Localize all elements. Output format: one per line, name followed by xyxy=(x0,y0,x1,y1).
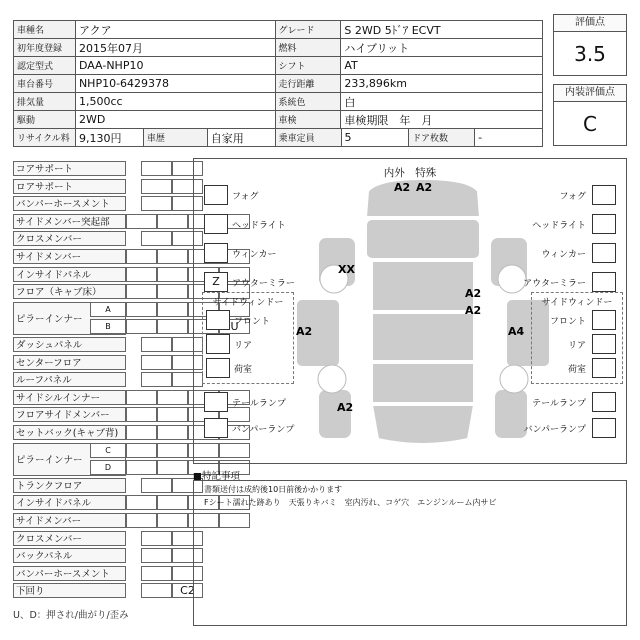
inspection-checkbox xyxy=(204,214,228,234)
frame-row-label: サイドメンバー xyxy=(13,513,126,528)
info-row xyxy=(14,57,543,75)
frame-cell xyxy=(126,390,157,405)
info-value: ハイブリット xyxy=(341,39,543,57)
inspection-item-label: ウィンカー xyxy=(541,250,586,260)
inspection-item-label: ヘッドライト xyxy=(232,221,286,231)
inspection-item-label: アウターミラー xyxy=(523,279,586,289)
notes-box xyxy=(193,480,627,626)
damage-right-1: A2 xyxy=(465,287,482,300)
info-value: 車検期限 年 月 xyxy=(341,111,543,129)
frame-row-label: ピラーインナー xyxy=(13,443,126,476)
notes-title: ■特記事項 xyxy=(193,471,240,482)
interior-rating-value: C xyxy=(583,112,597,136)
vehicle-info-table xyxy=(13,20,543,129)
inspection-checkbox xyxy=(206,310,230,330)
info-label: 排気量 xyxy=(14,93,76,111)
frame-row-label: サイドメンバー xyxy=(13,249,126,264)
damage-right-2: A2 xyxy=(465,304,482,317)
frame-cell xyxy=(157,319,188,334)
frame-cell: C2 xyxy=(172,583,203,598)
frame-cell xyxy=(141,161,172,176)
frame-row-label: ピラーインナー xyxy=(13,302,126,335)
info-label: 車検 xyxy=(275,111,341,129)
inspection-item-label: ヘッドライト xyxy=(532,221,586,231)
frame-cell xyxy=(141,566,172,581)
frame-cell xyxy=(126,249,157,264)
inspection-checkbox xyxy=(206,358,230,378)
inspection-item-label: 荷室 xyxy=(567,365,586,375)
frame-row-label: バンパーホースメント xyxy=(13,566,126,581)
inspection-checkbox xyxy=(592,392,616,412)
frame-cell xyxy=(126,302,157,317)
frame-row-label: ロアサポート xyxy=(13,179,126,194)
recycle-fee-value: 9,130円 xyxy=(75,129,143,147)
damage-rear-door-right: A4 xyxy=(508,325,525,338)
capacity-label: 乗車定員 xyxy=(275,129,341,147)
frame-row-label: フロア（キャブ床） xyxy=(13,284,126,299)
inspection-checkbox xyxy=(206,334,230,354)
inspection-checkbox xyxy=(204,392,228,412)
rating-box xyxy=(553,14,627,76)
inspection-item-label: リア xyxy=(567,341,586,351)
info-row xyxy=(14,21,543,39)
info-row xyxy=(14,93,543,111)
inspection-item-label: テールランプ xyxy=(532,399,586,409)
inspection-checkbox xyxy=(204,243,228,263)
info-value: 1,500cc xyxy=(75,93,275,111)
notes-line-1: 書類送付は成約後10日前後かかります xyxy=(204,485,343,494)
inspection-item-label: フロント xyxy=(549,317,586,327)
inspection-checkbox xyxy=(592,214,616,234)
frame-cell xyxy=(141,337,172,352)
inspection-item-label: フォグ xyxy=(232,192,259,202)
frame-cell xyxy=(157,249,188,264)
frame-cell xyxy=(157,443,188,458)
info-value: 2WD xyxy=(75,111,275,129)
info-label: 認定型式 xyxy=(14,57,76,75)
info-value: NHP10-6429378 xyxy=(75,75,275,93)
frame-cell xyxy=(157,267,188,282)
frame-cell xyxy=(157,495,188,510)
info-row xyxy=(14,39,543,57)
frame-cell xyxy=(126,425,157,440)
pillar-sub-label: C xyxy=(90,443,126,458)
info-value: 白 xyxy=(341,93,543,111)
interior-rating-label: 内装評価点 xyxy=(554,85,626,102)
frame-cell xyxy=(157,302,188,317)
frame-row-label: セットバック(キャブ背) xyxy=(13,425,126,440)
frame-row-label: インサイドパネル xyxy=(13,495,126,510)
doors-label: ドア枚数 xyxy=(409,129,475,147)
history-value: 自家用 xyxy=(207,129,275,147)
info-label: 駆動 xyxy=(14,111,76,129)
frame-cell: U xyxy=(219,319,250,334)
inspection-checkbox xyxy=(592,243,616,263)
inspection-item-label: ウィンカー xyxy=(232,250,277,260)
inspection-item-label: バンパーランプ xyxy=(232,425,295,435)
frame-row-label: サイドメンバー突起部 xyxy=(13,214,126,229)
frame-cell xyxy=(126,407,157,422)
inspection-item-label: フォグ xyxy=(559,192,586,202)
inspection-item-label: バンパーランプ xyxy=(523,425,586,435)
info-label: 初年度登録 xyxy=(14,39,76,57)
diagram-title: 内外 特殊 xyxy=(383,167,437,179)
info-row xyxy=(14,75,543,93)
side-window-left-title: サイドウィンドー xyxy=(212,298,284,308)
inspection-item-label: アウターミラー xyxy=(232,279,295,289)
frame-cell xyxy=(141,478,172,493)
capacity-value: 5 xyxy=(341,129,409,147)
inspection-checkbox: Z xyxy=(204,272,228,292)
info-label: 走行距離 xyxy=(275,75,341,93)
info-label: シフト xyxy=(275,57,341,75)
frame-row-label: バンパーホースメント xyxy=(13,196,126,211)
frame-cell xyxy=(141,548,172,563)
side-window-right-title: サイドウィンドー xyxy=(541,298,613,308)
frame-row-label: クロスメンバー xyxy=(13,231,126,246)
car-diagram-panel xyxy=(193,158,627,464)
doors-value: - xyxy=(475,129,543,147)
damage-rear-left: A2 xyxy=(337,401,354,414)
frame-row-label: クロスメンバー xyxy=(13,531,126,546)
frame-cell xyxy=(157,284,188,299)
frame-row-label: サイドシルインナー xyxy=(13,390,126,405)
frame-row-label: センターフロア xyxy=(13,355,126,370)
inspection-checkbox xyxy=(204,418,228,438)
info-label: 車種名 xyxy=(14,21,76,39)
inspection-checkbox xyxy=(592,310,616,330)
inspection-checkbox xyxy=(592,185,616,205)
frame-cell xyxy=(141,179,172,194)
frame-row-label: トランクフロア xyxy=(13,478,126,493)
notes-line-2: Fシート濡れた跡あり 天張りキバミ 室内汚れ、コゲ穴 エンジンルーム内サビ xyxy=(204,498,497,507)
frame-row-label: コアサポート xyxy=(13,161,126,176)
frame-cell xyxy=(157,390,188,405)
frame-cell xyxy=(126,460,157,475)
info-value: DAA-NHP10 xyxy=(75,57,275,75)
frame-row-label: ダッシュパネル xyxy=(13,337,126,352)
info-label: 車台番号 xyxy=(14,75,76,93)
frame-cell xyxy=(157,513,188,528)
frame-cell xyxy=(141,531,172,546)
frame-cell xyxy=(141,355,172,370)
frame-row-label: ルーフパネル xyxy=(13,372,126,387)
frame-cell xyxy=(126,495,157,510)
info-label: 系統色 xyxy=(275,93,341,111)
frame-cell xyxy=(126,443,157,458)
recycle-fee-label: リサイクル料 xyxy=(14,129,76,147)
frame-cell xyxy=(141,196,172,211)
rating-label: 評価点 xyxy=(554,15,626,32)
frame-cell xyxy=(157,214,188,229)
frame-cell xyxy=(157,460,188,475)
info-value: 2015年07月 xyxy=(75,39,275,57)
pillar-sub-label: D xyxy=(90,460,126,475)
pillar-sub-label: A xyxy=(90,302,126,317)
inspection-checkbox xyxy=(592,418,616,438)
inspection-checkbox xyxy=(592,334,616,354)
frame-cell xyxy=(157,407,188,422)
info-row xyxy=(14,111,543,129)
inspection-checkbox xyxy=(204,185,228,205)
car-outline-diagram xyxy=(288,179,558,464)
interior-rating-box xyxy=(553,84,627,146)
frame-row-label: バックパネル xyxy=(13,548,126,563)
frame-cell xyxy=(126,214,157,229)
inspection-item-label: テールランプ xyxy=(232,399,286,409)
frame-cell xyxy=(126,284,157,299)
damage-hood-right: A2 xyxy=(416,181,433,194)
damage-hood-left: A2 xyxy=(394,181,411,194)
damage-mirror-left: XX xyxy=(338,263,355,276)
inspection-item-label: 荷室 xyxy=(234,365,253,375)
inspection-item-label: フロント xyxy=(234,317,271,327)
inspection-checkbox xyxy=(592,272,616,292)
frame-row-label: フロアサイドメンバー xyxy=(13,407,126,422)
inspection-checkbox xyxy=(592,358,616,378)
frame-row-label: 下回り xyxy=(13,583,126,598)
frame-row-label: インサイドパネル xyxy=(13,267,126,282)
frame-cell xyxy=(141,231,172,246)
rating-value: 3.5 xyxy=(574,42,606,66)
pillar-sub-label: B xyxy=(90,319,126,334)
info-label: グレード xyxy=(275,21,341,39)
vehicle-info-last-row xyxy=(13,128,543,147)
info-value: AT xyxy=(341,57,543,75)
frame-legend: U、D：押され/曲がり/歪み xyxy=(13,610,129,621)
frame-cell xyxy=(126,267,157,282)
frame-cell xyxy=(141,372,172,387)
info-value: アクア xyxy=(75,21,275,39)
info-value: S 2WD 5ﾄﾞｱ ECVT xyxy=(341,21,543,39)
frame-cell xyxy=(157,425,188,440)
frame-cell xyxy=(126,319,157,334)
inspection-item-label: リア xyxy=(234,341,253,351)
info-value: 233,896km xyxy=(341,75,543,93)
damage-front-door-left: A2 xyxy=(296,325,313,338)
info-label: 燃料 xyxy=(275,39,341,57)
frame-cell xyxy=(126,513,157,528)
history-label: 車歴 xyxy=(143,129,207,147)
frame-cell xyxy=(141,583,172,598)
